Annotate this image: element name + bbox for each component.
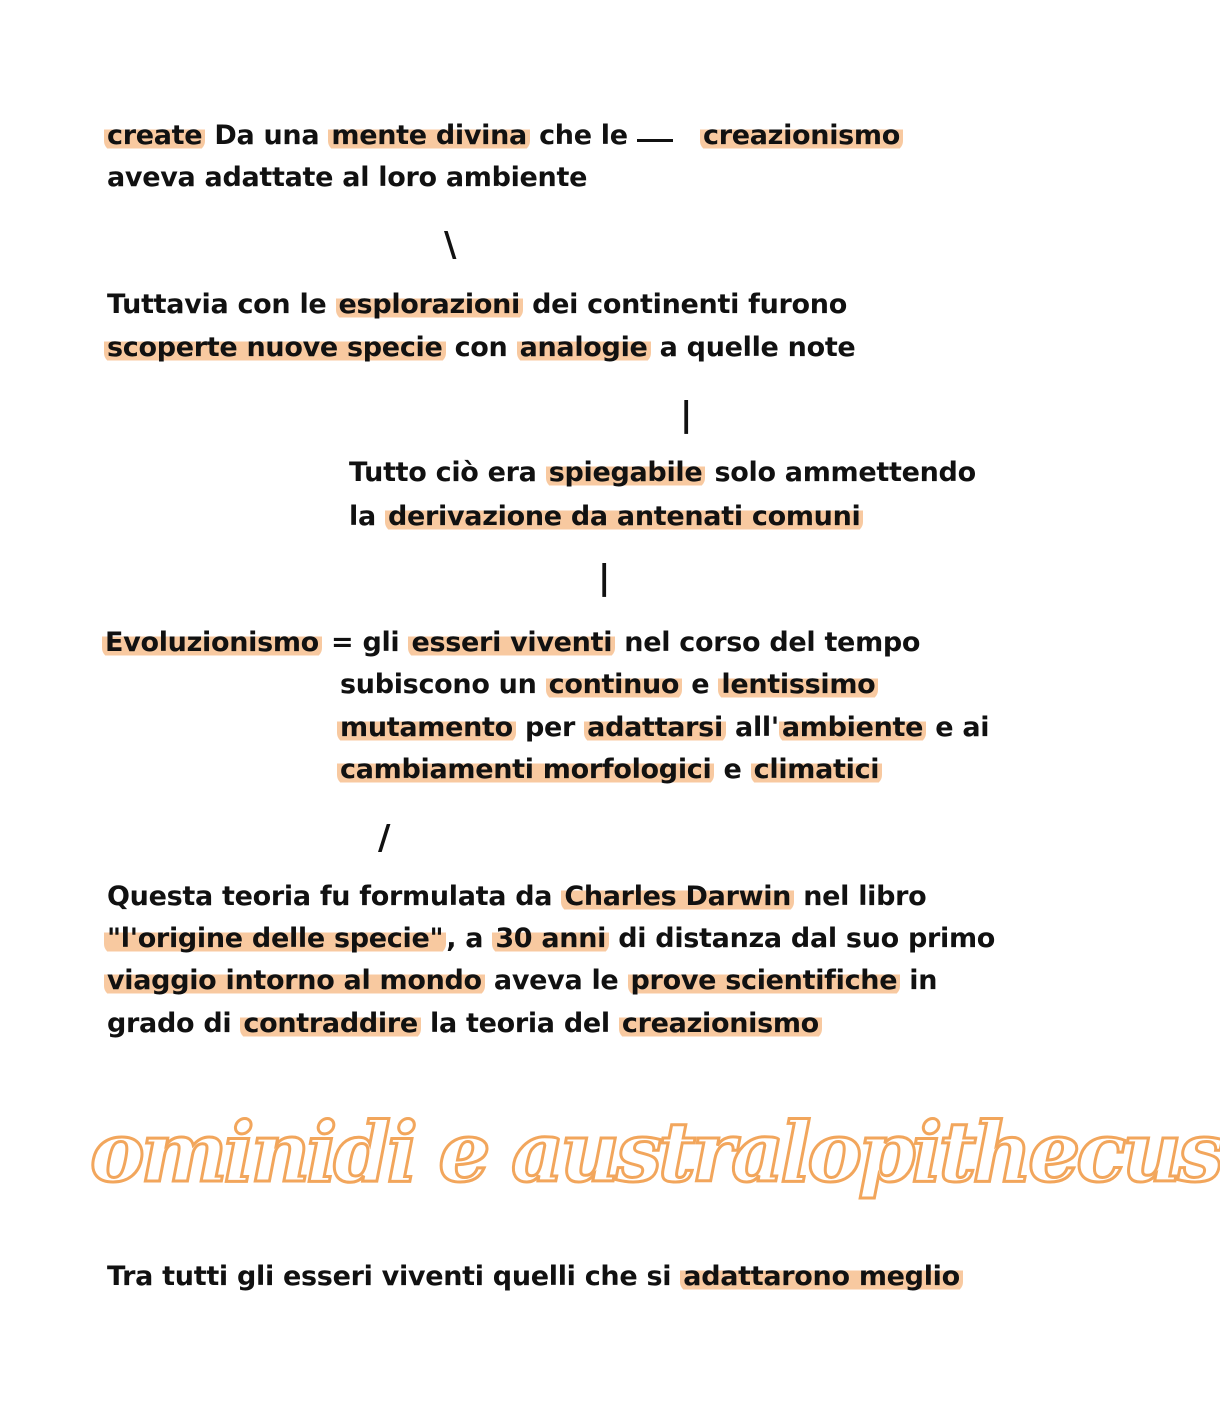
text-line — [700, 115, 903, 157]
highlight: "l'origine delle specie" — [104, 923, 446, 954]
highlight: analogie — [517, 332, 651, 363]
text: a quelle note — [650, 332, 856, 363]
text-line — [107, 284, 847, 326]
highlight: mutamento — [337, 712, 516, 743]
text-line — [107, 157, 587, 199]
text: in — [900, 965, 938, 996]
text-line — [104, 115, 628, 157]
text: subiscono un — [340, 669, 546, 700]
highlight: esseri viventi — [408, 627, 615, 658]
text: all' — [725, 712, 779, 743]
text: nel libro — [794, 881, 927, 912]
highlight: Evoluzionismo — [102, 627, 322, 658]
highlight: prove scientifiche — [628, 965, 901, 996]
highlight: creazionismo — [619, 1008, 822, 1039]
highlight: create — [104, 120, 205, 151]
highlight: 30 anni — [492, 923, 609, 954]
text: la teoria del — [420, 1008, 619, 1039]
highlight: mente divina — [328, 120, 530, 151]
text: aveva le — [484, 965, 628, 996]
connector-pipe: | — [598, 558, 611, 598]
highlight: continuo — [546, 669, 683, 700]
highlight: lentissimo — [718, 669, 878, 700]
text: per — [515, 712, 585, 743]
text: solo ammettendo — [705, 457, 976, 488]
text: la — [349, 501, 385, 532]
text-line — [337, 749, 882, 791]
highlight: esplorazioni — [336, 289, 523, 320]
text-line — [107, 1256, 963, 1298]
connector-backslash: \ — [444, 225, 457, 265]
connector-pipe: | — [680, 395, 693, 435]
text-line — [349, 496, 863, 538]
text-line — [104, 960, 937, 1002]
highlight: Charles Darwin — [561, 881, 794, 912]
text-line — [107, 1003, 822, 1045]
highlight: adattarono meglio — [680, 1261, 963, 1292]
text: Tuttavia con le — [107, 289, 336, 320]
highlight: ambiente — [779, 712, 926, 743]
text-line — [337, 707, 989, 749]
text-line — [107, 876, 926, 918]
highlight: climatici — [751, 754, 883, 785]
text: grado di — [107, 1008, 241, 1039]
highlight: adattarsi — [584, 712, 726, 743]
section-title: ominidi e australopithecus — [90, 1105, 1220, 1201]
highlight: contraddire — [240, 1008, 420, 1039]
text-line — [340, 664, 878, 706]
text: Questa teoria fu formulata da — [107, 881, 562, 912]
text: che le — [529, 120, 628, 151]
text: Tutto ciò era — [349, 457, 546, 488]
text: dei continenti furono — [522, 289, 847, 320]
text: e ai — [926, 712, 990, 743]
highlight: scoperte nuove specie — [104, 332, 446, 363]
text: nel corso del tempo — [615, 627, 921, 658]
text: Da una — [205, 120, 329, 151]
highlight: derivazione da antenati comuni — [385, 501, 863, 532]
highlight: viaggio intorno al mondo — [104, 965, 485, 996]
text: e — [682, 669, 719, 700]
text-line — [104, 918, 995, 960]
highlight: cambiamenti morfologici — [337, 754, 714, 785]
text: Tra tutti gli esseri viventi quelli che si — [107, 1261, 681, 1292]
text: con — [445, 332, 517, 363]
dash-connector — [637, 139, 673, 142]
highlight: spiegabile — [546, 457, 706, 488]
highlight-creazionismo: creazionismo — [700, 120, 903, 151]
text-line — [349, 452, 976, 494]
text: , a — [446, 923, 493, 954]
text: aveva adattate al loro ambiente — [107, 162, 588, 193]
text-line — [104, 327, 855, 369]
connector-slash: / — [378, 818, 391, 858]
text: e — [714, 754, 751, 785]
text-line — [102, 622, 920, 664]
text: di distanza dal suo primo — [609, 923, 996, 954]
text: = gli — [321, 627, 409, 658]
